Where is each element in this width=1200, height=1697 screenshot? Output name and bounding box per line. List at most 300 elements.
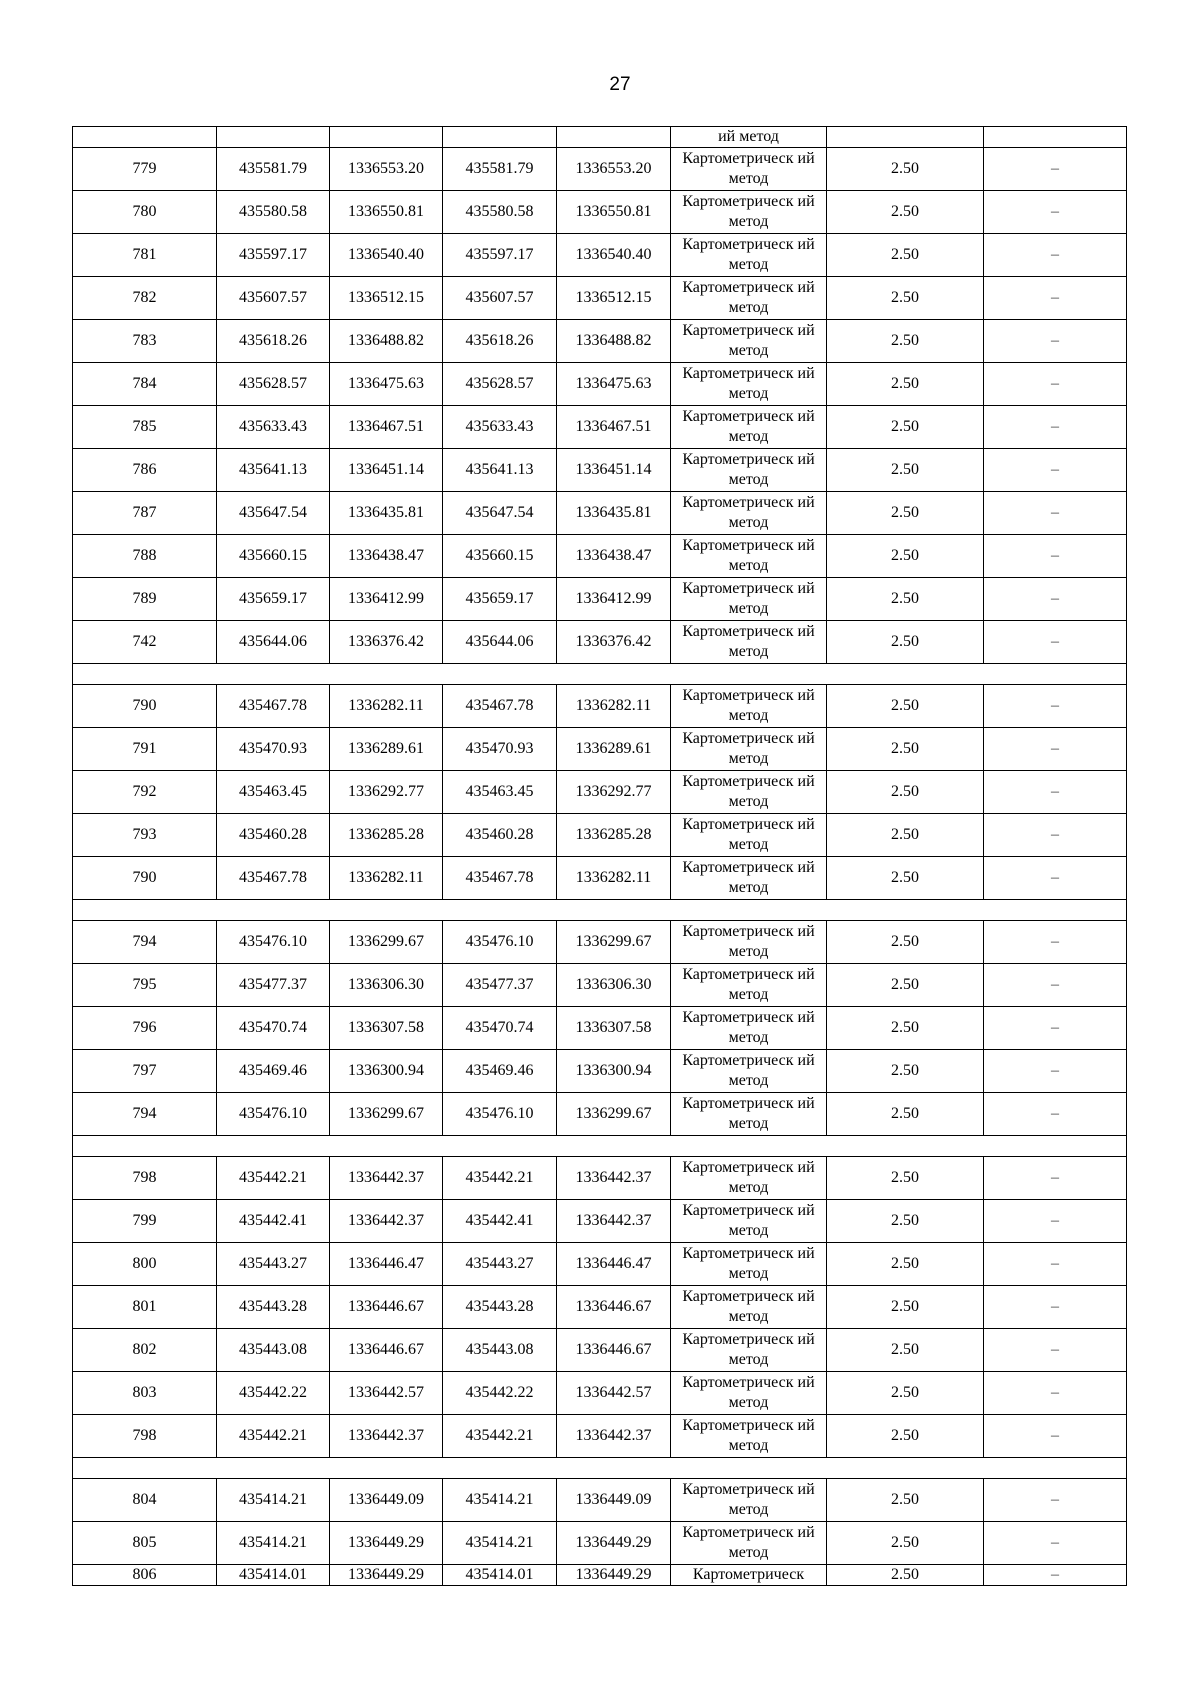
y-new-cell: 1336475.63 [557, 363, 671, 406]
x-new-cell: 435442.41 [443, 1200, 557, 1243]
x-existing-cell: 435414.01 [217, 1565, 330, 1586]
x-new-cell: 435633.43 [443, 406, 557, 449]
y-existing-cell: 1336282.11 [330, 857, 443, 900]
x-new-cell: 435443.08 [443, 1329, 557, 1372]
y-existing-cell: 1336300.94 [330, 1050, 443, 1093]
y-existing-cell: 1336540.40 [330, 234, 443, 277]
point-number-cell: 796 [73, 1007, 217, 1050]
method-cell: Картометрическ ий метод [671, 320, 827, 363]
x-existing-cell: 435476.10 [217, 1093, 330, 1136]
point-number-cell: 787 [73, 492, 217, 535]
x-new-cell: 435580.58 [443, 191, 557, 234]
x-existing-cell: 435607.57 [217, 277, 330, 320]
y-existing-cell: 1336449.29 [330, 1522, 443, 1565]
table-row [73, 1157, 1127, 1200]
table-row [73, 191, 1127, 234]
empty-cell [73, 1458, 1127, 1479]
empty-cell [217, 127, 330, 148]
y-new-cell: 1336299.67 [557, 921, 671, 964]
y-existing-cell: 1336467.51 [330, 406, 443, 449]
accuracy-cell: 2.50 [827, 535, 984, 578]
y-existing-cell: 1336449.29 [330, 1565, 443, 1586]
table-row [73, 148, 1127, 191]
accuracy-cell: 2.50 [827, 1200, 984, 1243]
y-new-cell: 1336306.30 [557, 964, 671, 1007]
empty-cell [73, 127, 217, 148]
point-number-cell: 806 [73, 1565, 217, 1586]
y-existing-cell: 1336442.57 [330, 1372, 443, 1415]
description-cell: – [984, 857, 1127, 900]
point-number-cell: 789 [73, 578, 217, 621]
x-new-cell: 435641.13 [443, 449, 557, 492]
table-row [73, 1479, 1127, 1522]
y-new-cell: 1336282.11 [557, 857, 671, 900]
x-existing-cell: 435442.21 [217, 1157, 330, 1200]
accuracy-cell: 2.50 [827, 234, 984, 277]
empty-cell [73, 1136, 1127, 1157]
x-existing-cell: 435644.06 [217, 621, 330, 664]
accuracy-cell: 2.50 [827, 1007, 984, 1050]
method-cell: Картометрическ ий метод [671, 857, 827, 900]
x-new-cell: 435414.21 [443, 1479, 557, 1522]
y-existing-cell: 1336449.09 [330, 1479, 443, 1522]
y-existing-cell: 1336442.37 [330, 1415, 443, 1458]
accuracy-cell: 2.50 [827, 1329, 984, 1372]
y-new-cell: 1336412.99 [557, 578, 671, 621]
description-cell: – [984, 1372, 1127, 1415]
x-existing-cell: 435597.17 [217, 234, 330, 277]
description-cell: – [984, 535, 1127, 578]
accuracy-cell: 2.50 [827, 1093, 984, 1136]
y-new-cell: 1336451.14 [557, 449, 671, 492]
y-existing-cell: 1336289.61 [330, 728, 443, 771]
table-row [73, 449, 1127, 492]
x-existing-cell: 435476.10 [217, 921, 330, 964]
y-new-cell: 1336488.82 [557, 320, 671, 363]
empty-cell [330, 127, 443, 148]
table-row [73, 363, 1127, 406]
method-cell: Картометрическ ий метод [671, 277, 827, 320]
method-cell: Картометрическ ий метод [671, 814, 827, 857]
empty-cell [73, 900, 1127, 921]
x-existing-cell: 435463.45 [217, 771, 330, 814]
accuracy-cell: 2.50 [827, 363, 984, 406]
group-separator-row [73, 1458, 1127, 1479]
empty-cell [557, 127, 671, 148]
x-existing-cell: 435659.17 [217, 578, 330, 621]
method-cell: Картометрическ ий метод [671, 728, 827, 771]
y-new-cell: 1336292.77 [557, 771, 671, 814]
method-cell: Картометрическ ий метод [671, 234, 827, 277]
description-cell: – [984, 148, 1127, 191]
x-existing-cell: 435467.78 [217, 685, 330, 728]
method-cell: Картометрическ ий метод [671, 148, 827, 191]
x-existing-cell: 435443.08 [217, 1329, 330, 1372]
description-cell: – [984, 1050, 1127, 1093]
table-row [73, 1522, 1127, 1565]
x-new-cell: 435469.46 [443, 1050, 557, 1093]
method-cell: Картометрическ ий метод [671, 1415, 827, 1458]
point-number-cell: 785 [73, 406, 217, 449]
accuracy-cell: 2.50 [827, 578, 984, 621]
point-number-cell: 790 [73, 685, 217, 728]
y-existing-cell: 1336285.28 [330, 814, 443, 857]
accuracy-cell: 2.50 [827, 492, 984, 535]
accuracy-cell: 2.50 [827, 1415, 984, 1458]
method-cell: Картометрическ ий метод [671, 1050, 827, 1093]
y-existing-cell: 1336438.47 [330, 535, 443, 578]
x-new-cell: 435581.79 [443, 148, 557, 191]
accuracy-cell: 2.50 [827, 1522, 984, 1565]
x-new-cell: 435470.93 [443, 728, 557, 771]
description-cell: – [984, 921, 1127, 964]
x-new-cell: 435644.06 [443, 621, 557, 664]
x-existing-cell: 435647.54 [217, 492, 330, 535]
method-cell: Картометрическ ий метод [671, 191, 827, 234]
table-row [73, 234, 1127, 277]
method-cell: Картометрическ ий метод [671, 1479, 827, 1522]
x-existing-cell: 435641.13 [217, 449, 330, 492]
description-cell: – [984, 406, 1127, 449]
x-new-cell: 435659.17 [443, 578, 557, 621]
x-existing-cell: 435660.15 [217, 535, 330, 578]
accuracy-cell: 2.50 [827, 1050, 984, 1093]
point-number-cell: 800 [73, 1243, 217, 1286]
table-row [73, 1329, 1127, 1372]
point-number-cell: 805 [73, 1522, 217, 1565]
x-existing-cell: 435414.21 [217, 1479, 330, 1522]
description-cell: – [984, 1479, 1127, 1522]
x-new-cell: 435442.21 [443, 1157, 557, 1200]
x-new-cell: 435476.10 [443, 921, 557, 964]
x-existing-cell: 435580.58 [217, 191, 330, 234]
accuracy-cell: 2.50 [827, 1565, 984, 1586]
x-new-cell: 435597.17 [443, 234, 557, 277]
x-new-cell: 435443.28 [443, 1286, 557, 1329]
group-separator-row [73, 900, 1127, 921]
y-existing-cell: 1336292.77 [330, 771, 443, 814]
table-row [73, 1200, 1127, 1243]
description-cell: – [984, 1093, 1127, 1136]
x-new-cell: 435463.45 [443, 771, 557, 814]
method-continuation-cell: ий метод [671, 127, 827, 148]
y-existing-cell: 1336550.81 [330, 191, 443, 234]
x-new-cell: 435628.57 [443, 363, 557, 406]
table-row [73, 1286, 1127, 1329]
x-new-cell: 435467.78 [443, 857, 557, 900]
description-cell: – [984, 191, 1127, 234]
method-cell: Картометрическ ий метод [671, 1157, 827, 1200]
table-row [73, 771, 1127, 814]
y-existing-cell: 1336446.67 [330, 1329, 443, 1372]
group-separator-row [73, 1136, 1127, 1157]
x-existing-cell: 435633.43 [217, 406, 330, 449]
group-separator-row [73, 664, 1127, 685]
y-existing-cell: 1336451.14 [330, 449, 443, 492]
y-existing-cell: 1336376.42 [330, 621, 443, 664]
table-row [73, 492, 1127, 535]
y-new-cell: 1336449.09 [557, 1479, 671, 1522]
accuracy-cell: 2.50 [827, 621, 984, 664]
empty-cell [827, 127, 984, 148]
method-cell: Картометрическ ий метод [671, 1093, 827, 1136]
y-new-cell: 1336442.57 [557, 1372, 671, 1415]
method-cell: Картометрическ ий метод [671, 1372, 827, 1415]
y-new-cell: 1336307.58 [557, 1007, 671, 1050]
table-body [73, 127, 1127, 1586]
y-existing-cell: 1336282.11 [330, 685, 443, 728]
x-new-cell: 435660.15 [443, 535, 557, 578]
x-existing-cell: 435581.79 [217, 148, 330, 191]
x-existing-cell: 435442.21 [217, 1415, 330, 1458]
method-cell: Картометрическ ий метод [671, 685, 827, 728]
y-new-cell: 1336442.37 [557, 1415, 671, 1458]
description-cell: – [984, 771, 1127, 814]
continuation-row [73, 127, 1127, 148]
description-cell: – [984, 1286, 1127, 1329]
y-new-cell: 1336300.94 [557, 1050, 671, 1093]
method-cell: Картометрическ [671, 1565, 827, 1586]
method-cell: Картометрическ ий метод [671, 1329, 827, 1372]
point-number-cell: 783 [73, 320, 217, 363]
accuracy-cell: 2.50 [827, 814, 984, 857]
description-cell: – [984, 964, 1127, 1007]
y-existing-cell: 1336475.63 [330, 363, 443, 406]
y-new-cell: 1336446.47 [557, 1243, 671, 1286]
x-new-cell: 435414.01 [443, 1565, 557, 1586]
table-row [73, 857, 1127, 900]
x-existing-cell: 435470.93 [217, 728, 330, 771]
y-existing-cell: 1336442.37 [330, 1200, 443, 1243]
y-new-cell: 1336449.29 [557, 1522, 671, 1565]
accuracy-cell: 2.50 [827, 728, 984, 771]
point-number-cell: 784 [73, 363, 217, 406]
method-cell: Картометрическ ий метод [671, 921, 827, 964]
method-cell: Картометрическ ий метод [671, 1007, 827, 1050]
y-new-cell: 1336540.40 [557, 234, 671, 277]
description-cell: – [984, 1522, 1127, 1565]
accuracy-cell: 2.50 [827, 277, 984, 320]
description-cell: – [984, 1565, 1127, 1586]
point-number-cell: 797 [73, 1050, 217, 1093]
method-cell: Картометрическ ий метод [671, 1286, 827, 1329]
x-existing-cell: 435618.26 [217, 320, 330, 363]
accuracy-cell: 2.50 [827, 1286, 984, 1329]
point-number-cell: 788 [73, 535, 217, 578]
description-cell: – [984, 234, 1127, 277]
point-number-cell: 793 [73, 814, 217, 857]
point-number-cell: 786 [73, 449, 217, 492]
y-new-cell: 1336299.67 [557, 1093, 671, 1136]
point-number-cell: 802 [73, 1329, 217, 1372]
description-cell: – [984, 1200, 1127, 1243]
accuracy-cell: 2.50 [827, 1372, 984, 1415]
accuracy-cell: 2.50 [827, 1479, 984, 1522]
accuracy-cell: 2.50 [827, 449, 984, 492]
description-cell: – [984, 1157, 1127, 1200]
method-cell: Картометрическ ий метод [671, 771, 827, 814]
point-number-cell: 794 [73, 1093, 217, 1136]
table-row [73, 320, 1127, 363]
method-cell: Картометрическ ий метод [671, 1522, 827, 1565]
point-number-cell: 801 [73, 1286, 217, 1329]
point-number-cell: 780 [73, 191, 217, 234]
accuracy-cell: 2.50 [827, 964, 984, 1007]
y-new-cell: 1336512.15 [557, 277, 671, 320]
method-cell: Картометрическ ий метод [671, 406, 827, 449]
x-new-cell: 435477.37 [443, 964, 557, 1007]
point-number-cell: 804 [73, 1479, 217, 1522]
table-row [73, 1415, 1127, 1458]
y-new-cell: 1336553.20 [557, 148, 671, 191]
table-row [73, 814, 1127, 857]
table-row [73, 406, 1127, 449]
description-cell: – [984, 277, 1127, 320]
y-existing-cell: 1336307.58 [330, 1007, 443, 1050]
x-existing-cell: 435414.21 [217, 1522, 330, 1565]
y-new-cell: 1336435.81 [557, 492, 671, 535]
description-cell: – [984, 1329, 1127, 1372]
method-cell: Картометрическ ий метод [671, 621, 827, 664]
table-row [73, 1093, 1127, 1136]
point-number-cell: 799 [73, 1200, 217, 1243]
accuracy-cell: 2.50 [827, 921, 984, 964]
accuracy-cell: 2.50 [827, 1157, 984, 1200]
accuracy-cell: 2.50 [827, 320, 984, 363]
point-number-cell: 782 [73, 277, 217, 320]
table-row [73, 1007, 1127, 1050]
y-new-cell: 1336285.28 [557, 814, 671, 857]
y-new-cell: 1336449.29 [557, 1565, 671, 1586]
accuracy-cell: 2.50 [827, 685, 984, 728]
table-row [73, 535, 1127, 578]
accuracy-cell: 2.50 [827, 191, 984, 234]
x-new-cell: 435467.78 [443, 685, 557, 728]
empty-cell [73, 664, 1127, 685]
coordinates-table [72, 126, 1127, 1586]
table-row [73, 685, 1127, 728]
accuracy-cell: 2.50 [827, 406, 984, 449]
y-new-cell: 1336446.67 [557, 1329, 671, 1372]
x-new-cell: 435460.28 [443, 814, 557, 857]
method-cell: Картометрическ ий метод [671, 492, 827, 535]
point-number-cell: 794 [73, 921, 217, 964]
table-row [73, 1565, 1127, 1586]
method-cell: Картометрическ ий метод [671, 535, 827, 578]
description-cell: – [984, 492, 1127, 535]
point-number-cell: 779 [73, 148, 217, 191]
description-cell: – [984, 578, 1127, 621]
point-number-cell: 791 [73, 728, 217, 771]
point-number-cell: 798 [73, 1157, 217, 1200]
y-existing-cell: 1336553.20 [330, 148, 443, 191]
y-existing-cell: 1336299.67 [330, 921, 443, 964]
y-new-cell: 1336282.11 [557, 685, 671, 728]
accuracy-cell: 2.50 [827, 771, 984, 814]
table-row [73, 1243, 1127, 1286]
point-number-cell: 781 [73, 234, 217, 277]
y-existing-cell: 1336435.81 [330, 492, 443, 535]
x-existing-cell: 435443.27 [217, 1243, 330, 1286]
description-cell: – [984, 621, 1127, 664]
x-new-cell: 435607.57 [443, 277, 557, 320]
table-row [73, 578, 1127, 621]
table-row [73, 1372, 1127, 1415]
description-cell: – [984, 320, 1127, 363]
description-cell: – [984, 685, 1127, 728]
page-number: 27 [609, 74, 631, 95]
x-existing-cell: 435467.78 [217, 857, 330, 900]
point-number-cell: 792 [73, 771, 217, 814]
y-new-cell: 1336467.51 [557, 406, 671, 449]
y-existing-cell: 1336306.30 [330, 964, 443, 1007]
y-new-cell: 1336289.61 [557, 728, 671, 771]
y-existing-cell: 1336442.37 [330, 1157, 443, 1200]
point-number-cell: 795 [73, 964, 217, 1007]
y-new-cell: 1336376.42 [557, 621, 671, 664]
method-cell: Картометрическ ий метод [671, 449, 827, 492]
x-existing-cell: 435477.37 [217, 964, 330, 1007]
point-number-cell: 742 [73, 621, 217, 664]
point-number-cell: 798 [73, 1415, 217, 1458]
y-new-cell: 1336446.67 [557, 1286, 671, 1329]
point-number-cell: 790 [73, 857, 217, 900]
method-cell: Картометрическ ий метод [671, 1243, 827, 1286]
x-existing-cell: 435470.74 [217, 1007, 330, 1050]
empty-cell [443, 127, 557, 148]
x-existing-cell: 435442.41 [217, 1200, 330, 1243]
description-cell: – [984, 1243, 1127, 1286]
y-existing-cell: 1336446.67 [330, 1286, 443, 1329]
y-existing-cell: 1336488.82 [330, 320, 443, 363]
x-existing-cell: 435628.57 [217, 363, 330, 406]
description-cell: – [984, 728, 1127, 771]
x-new-cell: 435476.10 [443, 1093, 557, 1136]
y-existing-cell: 1336299.67 [330, 1093, 443, 1136]
method-cell: Картометрическ ий метод [671, 1200, 827, 1243]
x-new-cell: 435470.74 [443, 1007, 557, 1050]
description-cell: – [984, 363, 1127, 406]
x-new-cell: 435618.26 [443, 320, 557, 363]
table-row [73, 964, 1127, 1007]
x-new-cell: 435414.21 [443, 1522, 557, 1565]
table-row [73, 1050, 1127, 1093]
method-cell: Картометрическ ий метод [671, 363, 827, 406]
y-existing-cell: 1336512.15 [330, 277, 443, 320]
method-cell: Картометрическ ий метод [671, 578, 827, 621]
x-existing-cell: 435460.28 [217, 814, 330, 857]
table-row [73, 277, 1127, 320]
y-new-cell: 1336550.81 [557, 191, 671, 234]
x-new-cell: 435442.22 [443, 1372, 557, 1415]
accuracy-cell: 2.50 [827, 148, 984, 191]
description-cell: – [984, 449, 1127, 492]
x-new-cell: 435442.21 [443, 1415, 557, 1458]
description-cell: – [984, 1415, 1127, 1458]
table-row [73, 728, 1127, 771]
x-existing-cell: 435469.46 [217, 1050, 330, 1093]
method-cell: Картометрическ ий метод [671, 964, 827, 1007]
y-existing-cell: 1336412.99 [330, 578, 443, 621]
point-number-cell: 803 [73, 1372, 217, 1415]
x-existing-cell: 435443.28 [217, 1286, 330, 1329]
x-new-cell: 435647.54 [443, 492, 557, 535]
y-new-cell: 1336438.47 [557, 535, 671, 578]
x-existing-cell: 435442.22 [217, 1372, 330, 1415]
y-new-cell: 1336442.37 [557, 1157, 671, 1200]
table-row [73, 921, 1127, 964]
y-existing-cell: 1336446.47 [330, 1243, 443, 1286]
